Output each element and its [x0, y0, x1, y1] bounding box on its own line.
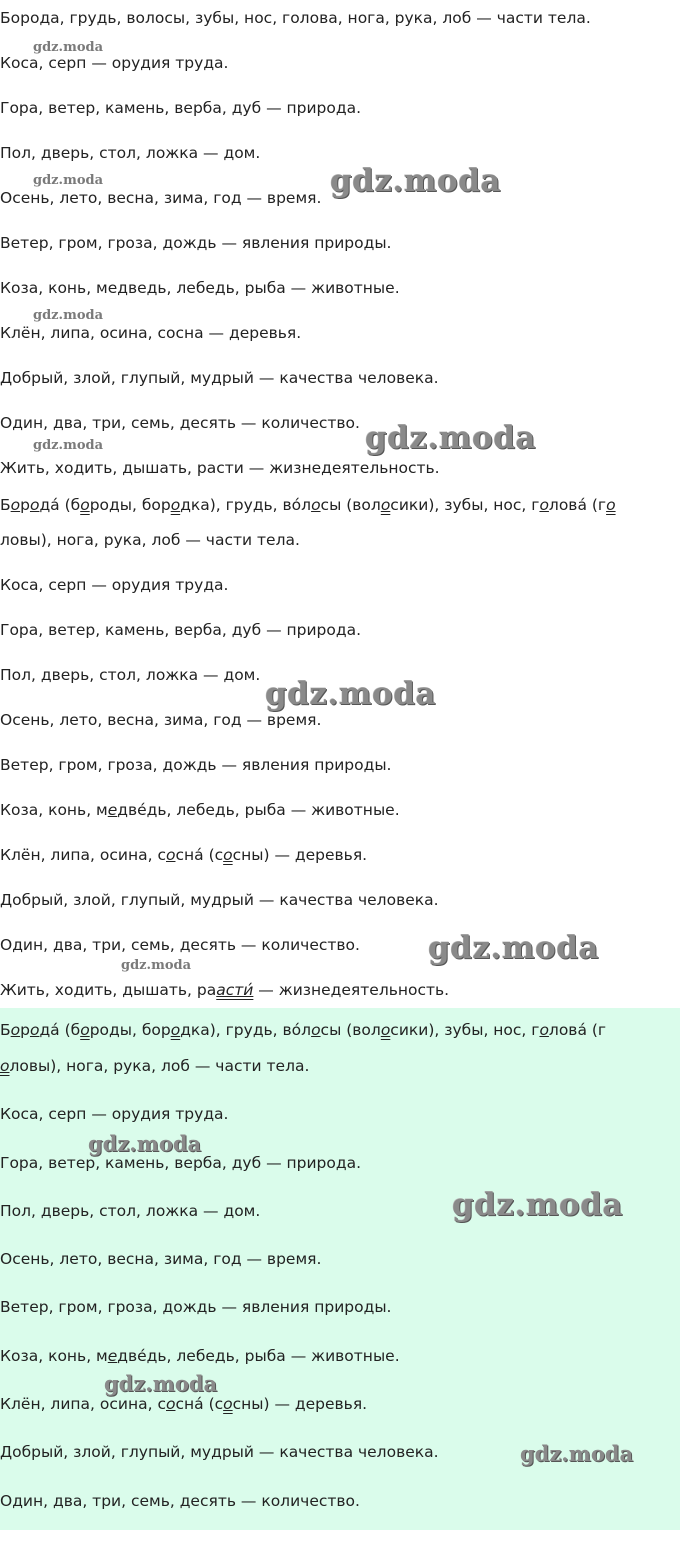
text-line: Добрый, злой, глупый, мудрый — качества человека. — [0, 891, 439, 909]
text-line: Гора, ветер, камень, верба, дуб — природа. — [0, 1154, 362, 1172]
text-line: Осень, лето, весна, зима, год — время. — [0, 189, 322, 207]
text-line: Ветер, гром, гроза, дождь — явления природы. — [0, 1298, 392, 1316]
watermark: gdz.moda — [452, 1187, 623, 1223]
text-line: Коса, серп — орудия труда. — [0, 54, 229, 72]
watermark: gdz.moda — [104, 1371, 218, 1396]
text-line: Осень, лето, весна, зима, год — время. — [0, 1250, 322, 1268]
text-line: Один, два, три, семь, десять — количество. — [0, 414, 360, 432]
text-line: Коса, серп — орудия труда. — [0, 576, 229, 594]
watermark: gdz.moda — [428, 930, 599, 966]
watermark: gdz.moda — [265, 676, 436, 712]
text-line: Борода, грудь, волосы, зубы, нос, голова, нога, рука, лоб — части тела. — [0, 9, 591, 27]
watermark: gdz.moda — [121, 958, 192, 973]
text-line: Коза, конь, медведь, лебедь, рыба — животные. — [0, 279, 400, 297]
text-line: Жить, ходить, дышать, расти — жизнедеятельность. — [0, 459, 440, 477]
text-line: Клён, липа, осина, сосна́ (сосны) — деревья. — [0, 846, 368, 864]
watermark: gdz.moda — [330, 163, 501, 199]
watermark: gdz.moda — [88, 1131, 202, 1156]
text-line: ловы), нога, рука, лоб — части тела. — [0, 531, 300, 549]
watermark: gdz.moda — [520, 1441, 634, 1466]
text-line: Жить, ходить, дышать, раасти́ — жизнедеятельность. — [0, 981, 450, 999]
text-line: Добрый, злой, глупый, мудрый — качества человека. — [0, 369, 439, 387]
text-line: Добрый, злой, глупый, мудрый — качества человека. — [0, 1443, 439, 1461]
watermark: gdz.moda — [33, 173, 104, 188]
text-line: Коса, серп — орудия труда. — [0, 1105, 229, 1123]
text-line: Борода́ (бороды, бородка), грудь, во́лосы (волосики), зубы, нос, голова́ (г — [0, 1021, 607, 1039]
text-line: Один, два, три, семь, десять — количество. — [0, 1492, 360, 1510]
text-line: Клён, липа, осина, сосна́ (сосны) — деревья. — [0, 1395, 368, 1413]
text-line: Пол, дверь, стол, ложка — дом. — [0, 144, 261, 162]
watermark: gdz.moda — [33, 438, 104, 453]
watermark: gdz.moda — [365, 420, 536, 456]
text-line: Ветер, гром, гроза, дождь — явления природы. — [0, 234, 392, 252]
text-line: Борода́ (бороды, бородка), грудь, во́лосы (волосики), зубы, нос, голова́ (го — [0, 496, 616, 514]
text-line: Гора, ветер, камень, верба, дуб — природа. — [0, 621, 362, 639]
watermark: gdz.moda — [33, 40, 104, 55]
text-line: Пол, дверь, стол, ложка — дом. — [0, 1202, 261, 1220]
text-line: Клён, липа, осина, сосна — деревья. — [0, 324, 302, 342]
text-line: оловы), нога, рука, лоб — части тела. — [0, 1057, 310, 1075]
text-line: Осень, лето, весна, зима, год — время. — [0, 711, 322, 729]
text-line: Пол, дверь, стол, ложка — дом. — [0, 666, 261, 684]
text-line: Коза, конь, медве́дь, лебедь, рыба — животные. — [0, 1347, 400, 1365]
text-line: Гора, ветер, камень, верба, дуб — природа. — [0, 99, 362, 117]
text-line: Коза, конь, медве́дь, лебедь, рыба — животные. — [0, 801, 400, 819]
watermark: gdz.moda — [33, 308, 104, 323]
text-line: Один, два, три, семь, десять — количество. — [0, 936, 360, 954]
text-line: Ветер, гром, гроза, дождь — явления природы. — [0, 756, 392, 774]
